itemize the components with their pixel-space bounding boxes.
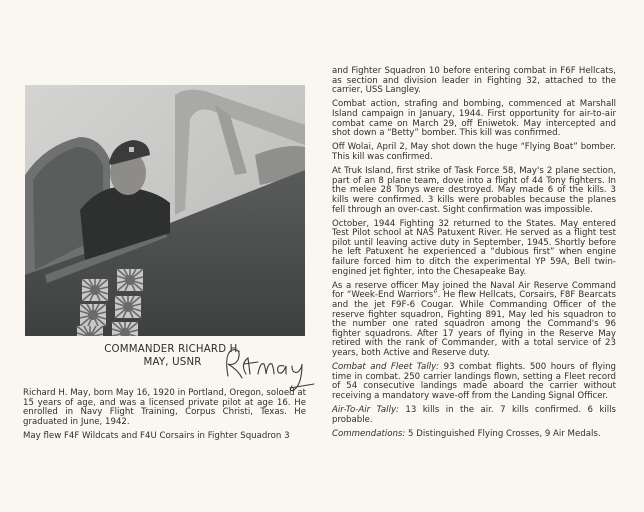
air-to-air-tally	[332, 406, 616, 425]
cockpit-photo-illustration	[25, 85, 305, 336]
tally-text: 5 Distinguished Flying Crosses, 9 Air Medals.	[405, 428, 601, 439]
bio-paragraph: At Truk Island, first strike of Task Force 58, May's 2 plane section, part of an 8 plane team, dove into a flight of 44 Tony fighters. In the melee 28 Tonys were destroyed. May made 6 of the kills. 3 kills were confirmed. 3 kills were probables because the planes fell through an over-cast. Sight confirmation was impossible.	[332, 166, 616, 215]
combat-fleet-tally	[332, 363, 616, 401]
bio-paragraph: Off Wolai, April 2, May shot down the huge “Flying Boat” bomber. This kill was confirmed.	[332, 142, 616, 162]
bio-paragraph: October, 1944 Fighting 32 returned to the States. May entered Test Pilot school at NAS Patuxent River. He served as a flight test pilot until leaving active duty in September, 1945. Shortly before he left Patuxent he experienced a “dubious first” when engine failure forced him to ditch the experimental YP 59A, Bell twin-engined jet fighter, into the Chesapeake Bay.	[332, 218, 616, 277]
bio-paragraph: Richard H. May, born May 16, 1920 in Portland, Oregon, soloed at 15 years of age, and was a licensed private pilot at age 16. He enrolled in Navy Flight Training, Corpus Christi, Texas. He graduated in June, 1942.	[23, 388, 306, 427]
bio-paragraph: Combat action, strafing and bombing, commenced at Marshall Island campaign in January, 1944. First opportunity for air-to-air combat came on March 29, off Eniwetok. May intercepted and shot down a “Betty” bomber. This kill was confirmed.	[332, 99, 616, 139]
caption-line-1: COMMANDER RICHARD H.	[104, 344, 241, 355]
tally-label: Air-To-Air Tally:	[332, 405, 399, 416]
tally-label: Combat and Fleet Tally:	[332, 362, 440, 373]
signature	[218, 344, 318, 394]
bio-paragraph: As a reserve officer May joined the Naval Air Reserve Command for “Week-End Warriors”. He flew Hellcats, Corsairs, F8F Bearcats and the jet F9F-6 Cougar. While Commanding Officer of the reserve fighter squadron, Fighting 891, May led his squadron to the number one rated squadron among the Command's 96 fighter squadrons. After 17 years of flying in the Reserve May retired with the rank of Commander, with a total service of 23 years, both Active and Reserve duty.	[332, 280, 616, 358]
bio-paragraph: and Fighter Squadron 10 before entering combat in F6F Hellcats, as section and division leader in Fighting 32, attached to the carrier, USS Langley.	[332, 66, 616, 96]
bio-paragraph: May flew F4F Wildcats and F4U Corsairs in Fighter Squadron 3	[23, 430, 290, 441]
tally-text: 93 combat flights. 500 hours of flying time in combat. 250 carrier landings flown, setting a Fleet record of 54 consecutive landings made aboard the carrier without receiving a mandatory wave-off from the Landing Signal Officer.	[332, 362, 617, 401]
caption-line-2: MAY, USNR	[143, 357, 202, 368]
right-column	[332, 67, 616, 444]
commendations	[332, 430, 616, 440]
left-column	[23, 389, 306, 446]
pilot-photo	[25, 85, 305, 336]
tally-label: Commendations:	[332, 428, 406, 439]
tally-text: 13 kills in the air. 7 kills confirmed. 6 kills probable.	[332, 405, 616, 425]
